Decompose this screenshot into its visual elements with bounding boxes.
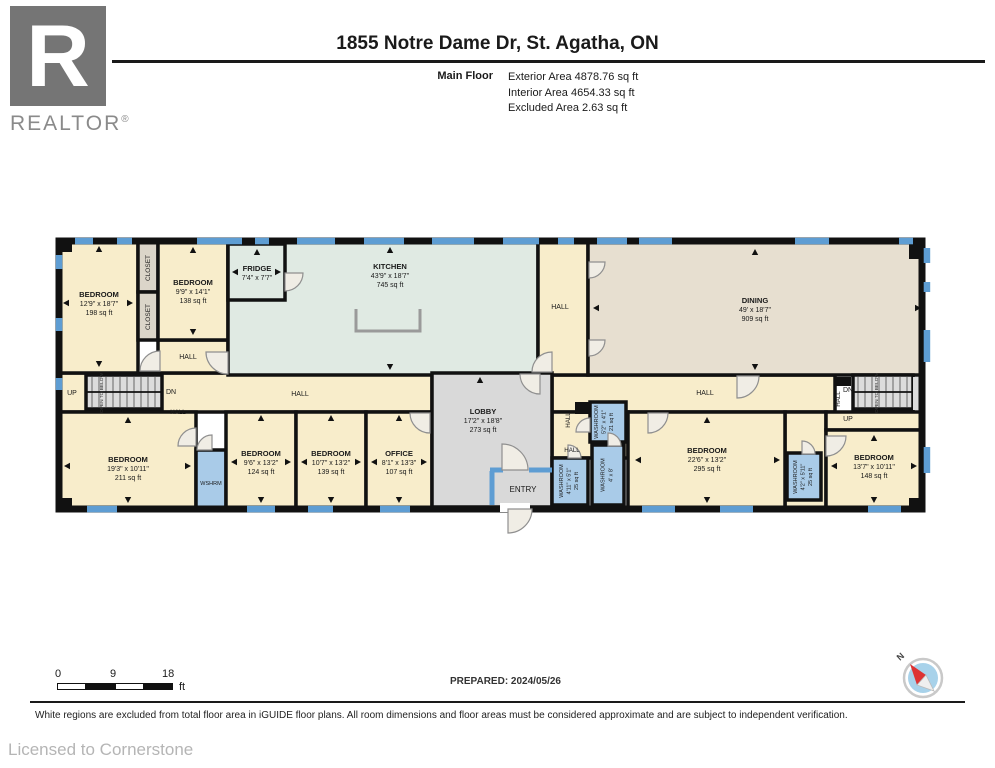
svg-text:12'9" x 18'7": 12'9" x 18'7" <box>79 301 119 308</box>
interior-area: Interior Area 4654.33 sq ft <box>508 86 635 99</box>
svg-text:198 sq ft: 198 sq ft <box>85 310 113 317</box>
room-hall-ne <box>826 412 922 430</box>
svg-text:25 sq ft: 25 sq ft <box>808 467 814 487</box>
label-dining: DINING <box>741 296 769 305</box>
svg-text:9'9" x 14'1": 9'9" x 14'1" <box>175 289 211 296</box>
label-hall-junction: HALL <box>170 409 186 416</box>
label-bedroom-s3: BEDROOM <box>311 449 351 458</box>
floor-label: Main Floor <box>437 70 493 82</box>
page-title: 1855 Notre Dame Dr, St. Agatha, ON <box>336 33 659 54</box>
svg-text:21 sq ft: 21 sq ft <box>609 412 615 432</box>
label-bedroom-nw: BEDROOM <box>79 290 119 299</box>
svg-text:WASHROOM: WASHROOM <box>594 405 600 439</box>
label-hall-small: HALL <box>564 447 580 454</box>
prepared-date: PREPARED: 2024/05/26 <box>450 676 561 687</box>
compass <box>890 648 956 704</box>
label-stairs-right-dn: DN <box>842 387 854 394</box>
label-stairs-left-up: UP <box>67 390 77 397</box>
scale-seg-4 <box>144 683 173 690</box>
svg-text:13'7" x 10'11": 13'7" x 10'11" <box>853 464 895 471</box>
label-hall-right-stairs: HALL <box>835 391 842 407</box>
label-bedroom-n2: BEDROOM <box>173 278 213 287</box>
header-divider <box>112 60 985 63</box>
floor-plan <box>50 228 938 540</box>
svg-text:10'7" x 13'2": 10'7" x 13'2" <box>311 460 351 467</box>
excluded-area: Excluded Area 2.63 sq ft <box>508 102 628 114</box>
svg-text:148 sq ft: 148 sq ft <box>860 473 888 480</box>
label-bedroom-s2: BEDROOM <box>241 449 281 458</box>
svg-text:9'6" x 13'2": 9'6" x 13'2" <box>243 460 279 467</box>
svg-text:211 sq ft: 211 sq ft <box>114 475 142 482</box>
svg-text:295 sq ft: 295 sq ft <box>693 466 721 473</box>
svg-text:139 sq ft: 139 sq ft <box>317 469 345 476</box>
svg-text:8'1" x 13'3": 8'1" x 13'3" <box>381 460 417 467</box>
label-closet-b: CLOSET <box>145 303 152 331</box>
svg-text:5'2" x 4'1": 5'2" x 4'1" <box>601 409 608 435</box>
svg-text:273 sq ft: 273 sq ft <box>469 427 497 434</box>
label-hall-right: HALL <box>696 390 714 397</box>
label-wshrm: WSHRM <box>200 481 222 487</box>
svg-text:49' x 18'7": 49' x 18'7" <box>738 307 772 314</box>
svg-text:17'2" x 18'8": 17'2" x 18'8" <box>463 418 503 425</box>
label-hall-v-small: HALL <box>565 412 572 428</box>
realtor-logo-square <box>10 6 106 106</box>
realtor-logo <box>10 6 131 136</box>
footer-divider <box>30 701 965 703</box>
label-hall-left: HALL <box>291 391 309 398</box>
svg-text:WASHROOM: WASHROOM <box>600 458 607 492</box>
label-fridge: FRIDGE <box>242 264 272 273</box>
label-closet-a: CLOSET <box>145 254 152 282</box>
svg-text:4'11" x 5'1": 4'11" x 5'1" <box>566 467 573 495</box>
svg-text:745 sq ft: 745 sq ft <box>376 282 404 289</box>
label-office: OFFICE <box>385 449 413 458</box>
label-open-below-right: OPEN TO BELOW <box>875 372 880 414</box>
svg-text:909 sq ft: 909 sq ft <box>741 316 769 323</box>
scale-tick-0: 0 <box>55 668 62 680</box>
svg-text:107 sq ft: 107 sq ft <box>385 469 413 476</box>
svg-text:124 sq ft: 124 sq ft <box>247 469 275 476</box>
label-entry: ENTRY <box>509 485 537 494</box>
scale-seg-3 <box>115 683 144 690</box>
label-stairs-left-dn: DN <box>165 389 177 396</box>
scale-tick-9: 9 <box>110 668 117 680</box>
room-wshrm <box>196 450 226 509</box>
exterior-area: Exterior Area 4878.76 sq ft <box>508 71 639 83</box>
label-stairs-right-up: UP <box>843 416 853 423</box>
svg-text:4' x 8': 4' x 8' <box>608 467 615 483</box>
license-watermark: Licensed to Cornerstone <box>8 740 194 759</box>
compass-n-label: N <box>894 650 907 663</box>
realtor-logo-word: REALTOR® <box>10 112 131 135</box>
svg-text:4'2" x 5'11": 4'2" x 5'11" <box>800 463 807 491</box>
scale-bar <box>55 668 255 698</box>
svg-text:19'3" x 10'11": 19'3" x 10'11" <box>107 466 149 473</box>
area-stats <box>508 70 638 117</box>
svg-text:7'4" x 7'7": 7'4" x 7'7" <box>241 275 273 282</box>
scale-unit: ft <box>179 681 186 693</box>
label-kitchen: KITCHEN <box>373 262 407 271</box>
disclaimer-text: White regions are excluded from total floor area in iGUIDE floor plans. All room dimensions and floor areas must be considered approximate and are subject to independent verification. <box>35 710 848 721</box>
svg-text:43'9" x 18'7": 43'9" x 18'7" <box>370 273 410 280</box>
label-lobby: LOBBY <box>469 407 497 416</box>
label-bedroom-sw: BEDROOM <box>108 455 148 464</box>
svg-text:25 sq ft: 25 sq ft <box>574 471 580 491</box>
scale-seg-2 <box>86 683 115 690</box>
label-bedroom-e: BEDROOM <box>854 453 894 462</box>
svg-text:WASHROOM: WASHROOM <box>559 464 565 498</box>
registered-mark: ® <box>121 114 131 125</box>
svg-text:WASHROOM: WASHROOM <box>793 460 799 494</box>
svg-text:22'6" x 13'2": 22'6" x 13'2" <box>687 457 727 464</box>
label-bedroom-se: BEDROOM <box>687 446 727 455</box>
label-open-below-left: OPEN TO BELOW <box>100 372 105 414</box>
label-hall-upper-left: HALL <box>179 354 197 361</box>
label-hall-kd: HALL <box>551 304 569 311</box>
realtor-logo-letter: R <box>26 6 90 105</box>
scale-seg-1 <box>57 683 86 690</box>
svg-text:138 sq ft: 138 sq ft <box>179 298 207 305</box>
scale-tick-18: 18 <box>162 668 175 680</box>
